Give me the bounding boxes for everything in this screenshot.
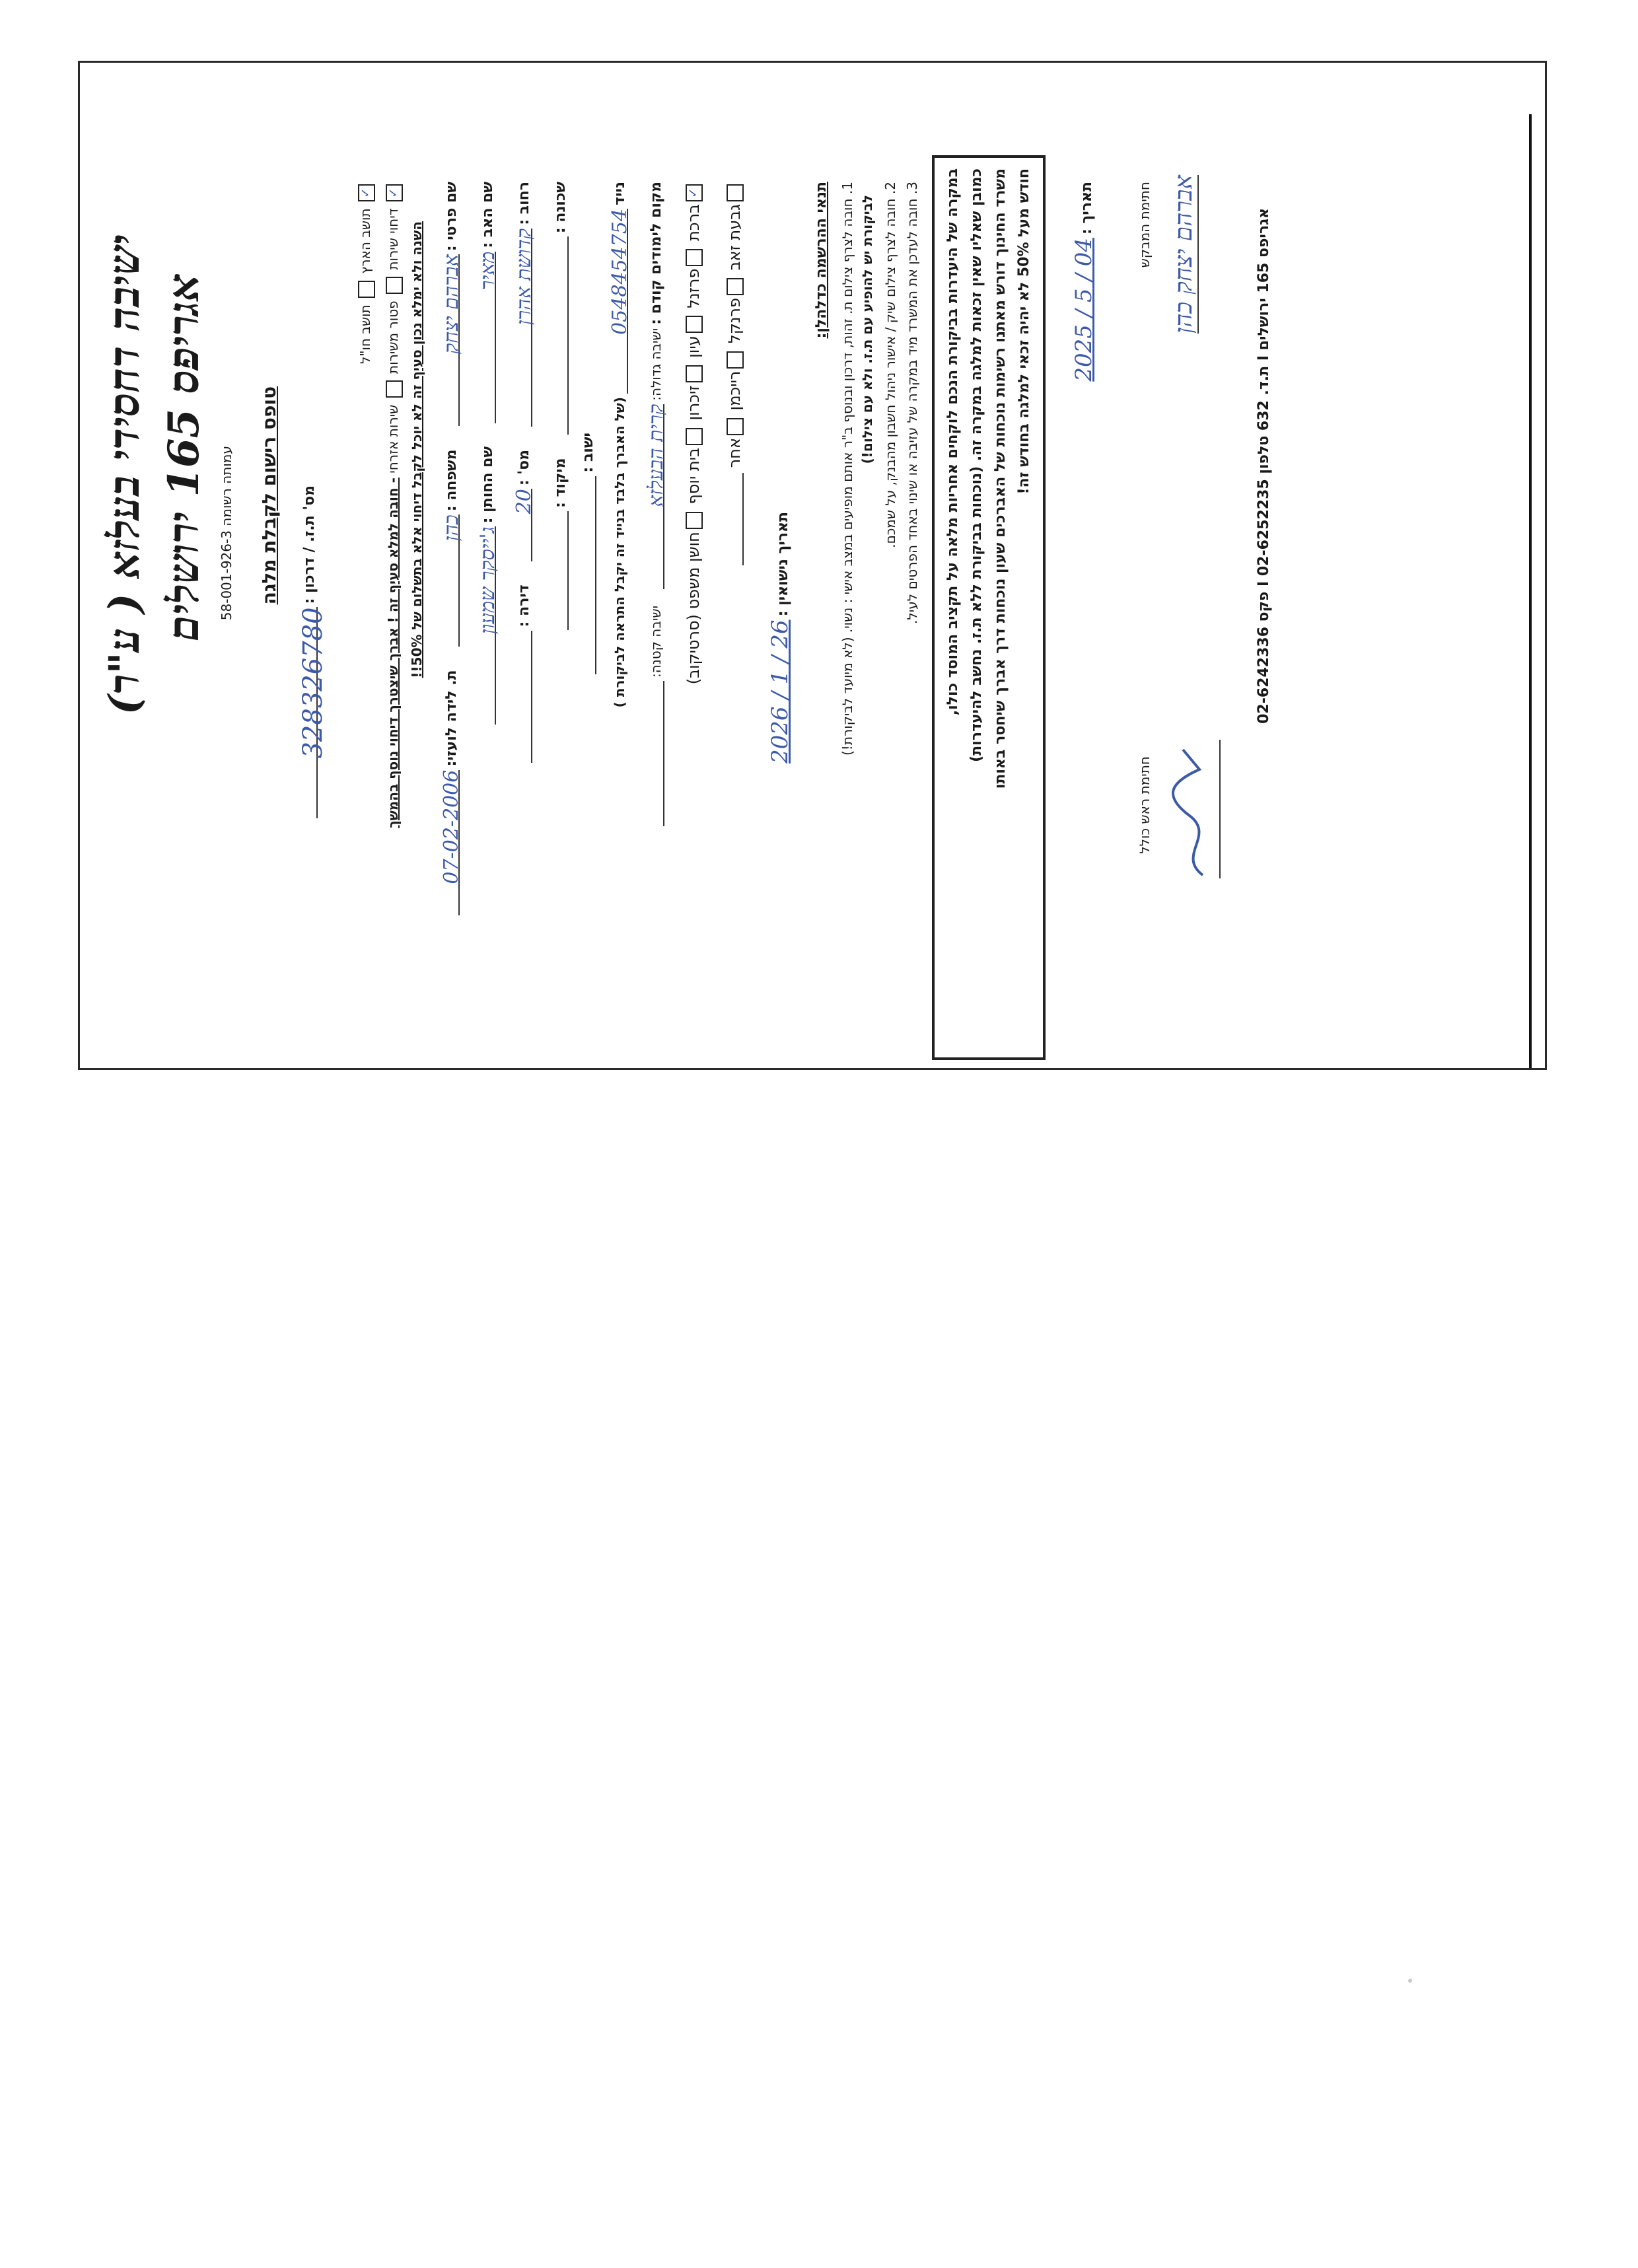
wedding-date-label: תאריך נישואין : [775, 512, 791, 617]
mobile-line [608, 208, 631, 394]
family-row [476, 182, 499, 725]
zip-line [549, 511, 569, 630]
neighborhood-label: שכונה : [552, 182, 569, 234]
date-value: 04 / 5 / 2025 [1071, 238, 1097, 382]
street-line [513, 228, 536, 427]
notice-line: משרד החינוך דורש מאתנו רשימות נוכחות של האברכים שעון נוכחות דרך אברך שיחסר באותו [992, 168, 1009, 789]
kollel-option-checkbox[interactable] [686, 365, 703, 382]
kollel-option-label: גבעת זאב [725, 204, 744, 271]
service-civil-checkbox[interactable] [386, 380, 403, 398]
father-name-value: מאיר [476, 251, 499, 291]
name-row [440, 182, 463, 915]
form-heading: טופס רישום לקבלת מלגה [258, 386, 280, 605]
kollel-option-checkbox[interactable] [727, 351, 744, 369]
status-abroad-checkbox[interactable] [358, 281, 375, 298]
kollel-option-checkbox[interactable] [686, 512, 703, 529]
kollel-option-checkbox[interactable] [686, 428, 703, 445]
last-name-value: כהן [440, 514, 463, 542]
kollel-option-label: אחר [725, 437, 744, 468]
yeshiva-ketana-line [645, 681, 664, 826]
id-label: מס' ת.ז. / דרכון : [301, 485, 318, 604]
house-number-value: 20 [513, 489, 536, 514]
id-row [298, 485, 328, 818]
conditions-title: תנאי ההרשמה כדלהלן: [813, 182, 830, 339]
institution-address-title: אגריפס 165 ירושלים [159, 274, 209, 642]
first-name-value: אברהם יצחק [440, 254, 463, 354]
neighborhood-line [549, 236, 569, 435]
father-name-line [476, 251, 499, 423]
applicant-signature-value: אברהם יצחק כהן [1170, 175, 1197, 334]
yeshiva-gedola-label: ישיבה גדולה: [648, 328, 664, 401]
zip-label: מיקוד : [552, 458, 569, 508]
kollel-birkat-checkbox[interactable]: ✓ [686, 184, 703, 201]
last-name-label: משפחה : [443, 449, 460, 512]
notice-line: במקרה של היעדרות בביקורת הנכם לוקחים אחריות מלאה על תקציב המוסד כולו, [944, 168, 961, 716]
kollel-option-label: פרזנל [684, 268, 703, 308]
head-signature-label: חתימת ראש כולל [1137, 756, 1153, 854]
address-row [513, 182, 536, 763]
city-row [577, 433, 596, 674]
street-value: קדושת אהרן [513, 228, 536, 326]
status-resident-label: תושב הארץ [357, 208, 373, 274]
kollel-option-label: פרנקל [725, 298, 744, 343]
service-warning: השנה ולא ימלא נכון סעיף זה לא יוכל לקבל דיחוי אלא בתשלום של 50%!! [409, 221, 425, 678]
kollel-option-label: רייכמן [725, 371, 744, 411]
wedding-row [767, 512, 793, 763]
notice-line: כמובן שאליו שאין זכאות למלגה במקרה זה. (נוכחות בביקורת ללא ת.ז. נחשב להיעדרות) [968, 168, 985, 762]
service-deferral-checkbox[interactable]: ✓ [386, 184, 403, 201]
street-label: רחוב : [516, 182, 532, 225]
footer-contact: אגריפס 165 ירושלים I ת.ד. 632 טלפון 02-6252235 I פקס 02-6242336 [1256, 208, 1272, 724]
city-label: ישוב : [580, 433, 596, 473]
kollel-option-label: בית יוסף [684, 448, 703, 505]
birth-date-value: 07-02-2006 [440, 769, 463, 884]
condition-item: 3. חובה לעדכן את המשרד מיד במקרה של עזיבה או שינוי באחד הפרטים לעיל. [904, 182, 920, 624]
notice-line: חודש מעל 50% לא יהיה זכאי למלגה בחודש זה! [1016, 168, 1032, 495]
house-number-label: מס' : [516, 449, 532, 486]
institution-title: ישיבה דחסידי בעלזא ( ע"ר) [100, 234, 149, 715]
prev-studies-label: מקום לימודים קודם : [648, 182, 664, 325]
kollel-option-checkbox[interactable] [686, 316, 703, 333]
father-in-law-line [476, 526, 499, 725]
service-civil-label: שירות אזרחי [385, 404, 401, 474]
service-exempt-label: פטור משירות [385, 301, 401, 374]
condition-item: 1. חובה לצרף צילום ת. זהות, דרכון ובנוסף ב"ר אותם מופיעים במצב אישי : נשוי. (לא מיועד לביקורת!) [839, 182, 855, 756]
service-deferral-label: דיחוי שירות [385, 208, 401, 270]
father-in-law-value: ג'ייסקר שמעון [476, 526, 499, 635]
house-number-line [513, 489, 536, 561]
wedding-date-value: 26 / 1 / 2026 [767, 620, 793, 764]
head-signature-mark [1163, 736, 1223, 882]
kollel-option-label: חושן משפט (סרטיקוב) [684, 532, 703, 685]
kollel-option-label: זיכרון [684, 385, 703, 421]
birth-date-line [440, 769, 463, 915]
status-row [357, 182, 375, 364]
kollel-row-2 [724, 182, 744, 565]
kollel-other-line [724, 473, 744, 565]
date-row [1071, 182, 1097, 382]
status-abroad-label: תושב חו"ל [357, 304, 373, 365]
scan-speck [1408, 1979, 1412, 1983]
rotated-form-page [80, 76, 1533, 1067]
attendance-notice-box [932, 155, 1046, 1060]
last-name-line [440, 514, 463, 647]
kollel-option-checkbox[interactable] [686, 249, 703, 266]
date-label: תאריך : [1079, 182, 1095, 234]
father-name-label: שם האב : [480, 182, 496, 248]
kollel-option-label: ברכת [684, 204, 703, 241]
kollel-option-checkbox[interactable] [727, 184, 744, 201]
birth-date-label: ת. לידה לועזי: [443, 670, 460, 767]
id-line [298, 607, 328, 818]
apartment-label: דירה : [516, 585, 532, 627]
mobile-row [608, 182, 631, 708]
scanned-form-sheet [78, 61, 1547, 1070]
applicant-signature-label: חתימת המבקש [1137, 182, 1153, 268]
status-resident-checkbox[interactable]: ✓ [358, 184, 375, 201]
condition-item: לביקורת יש להופיע עם ת.ז. ולא עם צילום!) [859, 195, 875, 464]
kollel-option-checkbox[interactable] [727, 278, 744, 295]
apartment-line [513, 631, 532, 763]
first-name-label: שם פרטי : [443, 182, 460, 252]
condition-item: 2. חובה לצרף צילום שיק / אישור ניהול חשבון מהבנק, על שמכם. [882, 182, 898, 548]
registration-number: עמותה רשומה 58-001-926-3 [219, 446, 234, 621]
area-row [549, 182, 569, 630]
kollel-option-checkbox[interactable] [727, 418, 744, 435]
service-row [385, 182, 403, 828]
mobile-note: (של האברך בלבד בנייד זה יקבל התראה לביקורת ) [612, 397, 627, 708]
kollel-row-1 [684, 182, 703, 684]
prev-studies-row [645, 182, 668, 826]
mobile-label: נייד [612, 182, 628, 205]
yeshiva-ketana-label: ישיבה קטנה: [648, 605, 664, 678]
yeshiva-gedola-value: קרית הבעלזא [645, 404, 668, 507]
city-line [577, 476, 596, 674]
kollel-option-label: עיון [684, 336, 703, 358]
service-exempt-checkbox[interactable] [386, 277, 403, 294]
mobile-value: 0548454754 [608, 208, 631, 335]
id-value: 328326780 [298, 607, 328, 759]
father-in-law-label: שם החותן : [480, 446, 496, 524]
yeshiva-gedola-line [645, 404, 668, 589]
first-name-line [440, 254, 463, 426]
service-note: - חובה למלא סעיף זה ! אברך שיצטרך דיחוי נוסף בהמשך [385, 478, 401, 828]
